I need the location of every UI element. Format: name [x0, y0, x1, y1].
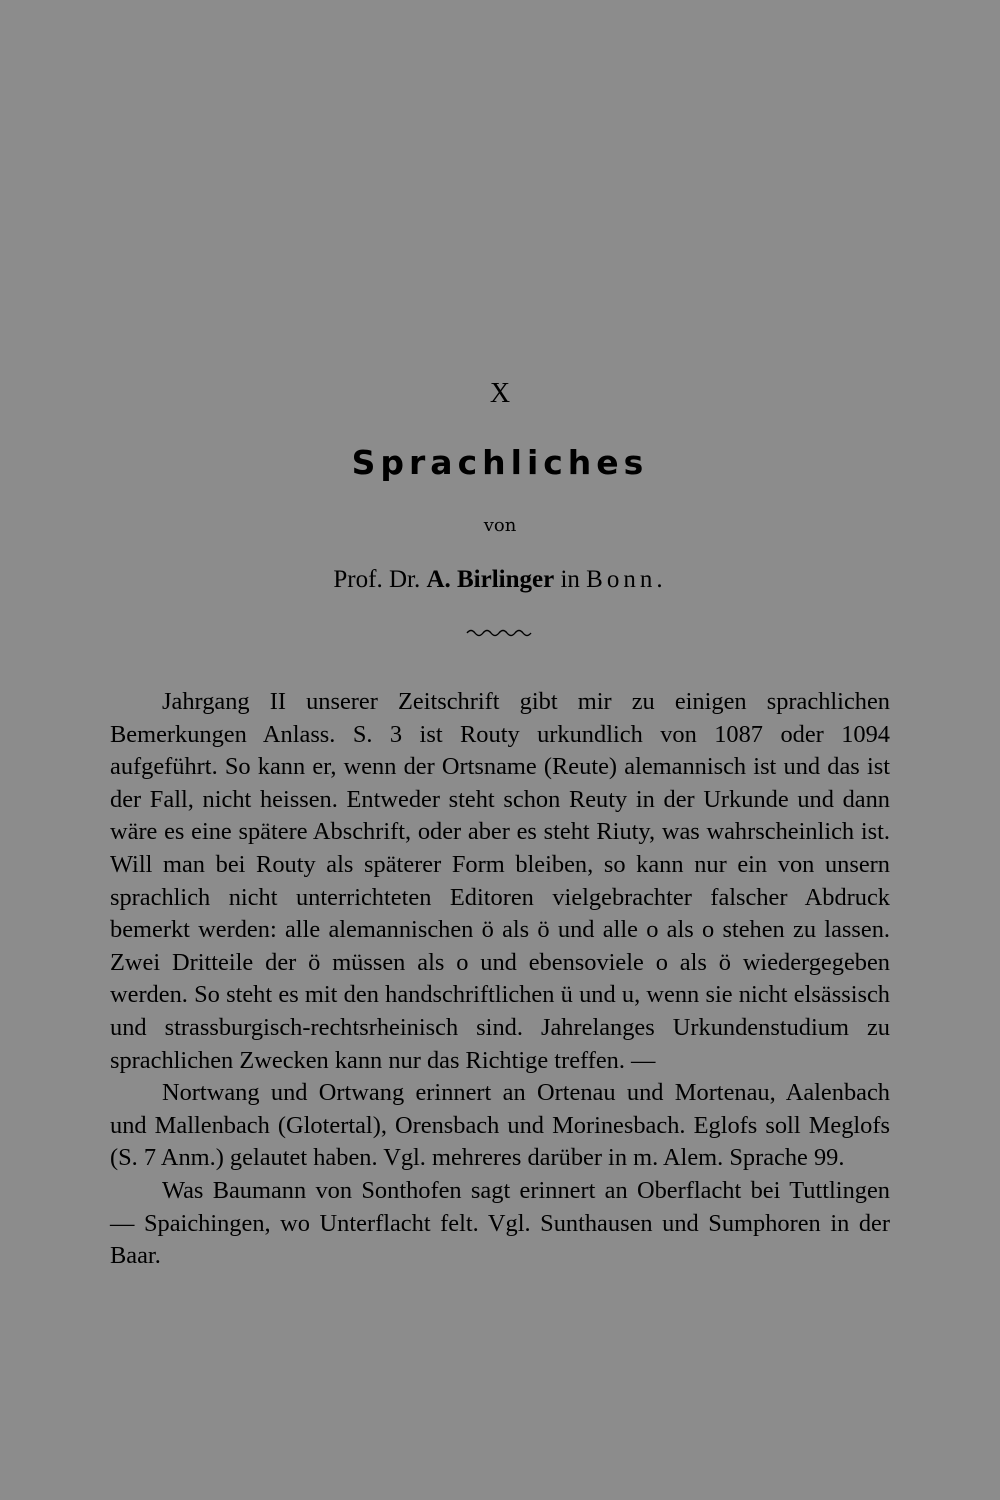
paragraph: Nortwang und Ortwang erinnert an Ortenau und Mortenau, Aalenbach und Mallenbach (Glotertal), Orensbach und Morinesbach. Eglofs soll Meglofs (S. 7 Anm.) gelautet haben. Vgl. mehreres darüber in m. Alem. Sprache 99.	[110, 1079, 890, 1172]
author-name: A. Birlinger	[426, 566, 555, 593]
author-prefix: Prof. Dr.	[333, 566, 427, 593]
body-text	[110, 686, 890, 1273]
paragraph: Was Baumann von Sonthofen sagt erinnert an Oberflacht bei Tuttlingen — Spaichingen, wo Unterflacht felt. Vgl. Sunthausen und Sumphoren in der Baar.	[110, 1176, 890, 1270]
author-city: Bonn.	[586, 566, 667, 593]
chapter-number: X	[489, 378, 511, 409]
author-line	[110, 566, 890, 594]
author-in: in	[554, 566, 587, 593]
document-page	[110, 0, 890, 1500]
wavy-divider-icon	[465, 624, 535, 638]
paragraph: Jahrgang II unserer Zeitschrift gibt mir zu einigen sprachlichen Bemerkungen Anlass. S. 3 ist Routy urkundlich von 1087 oder 1094 aufgeführt. So kann er, wenn der Ortsname (Reute) alemannisch ist und das ist der Fall, nicht heissen. Entweder steht schon Reuty in der Urkunde und dann wäre es eine spätere Abschrift, oder aber es steht Riuty, was wahrscheinlich ist. Will man bei Routy als späterer Form bleiben, so kann nur ein von unsern sprachlich nicht unterrichteten Editoren vielgebrachter falscher Abdruck bemerkt werden: alle alemannischen ö als ö und alle o als o stehen zu lassen. Zwei Dritteile der ö müssen als o und ebensoviele o als ö wiedergegeben werden. So steht es mit den handschriftlichen ü und u, wenn sie nicht elsässisch und strassburgisch-rechtsrheinisch sind. Jahrelanges Urkundenstudium zu sprachlichen Zwecken kann nur das Richtige treffen. —	[110, 688, 890, 1074]
page-title: Sprachliches	[351, 443, 649, 482]
byline-von: von	[483, 515, 517, 536]
